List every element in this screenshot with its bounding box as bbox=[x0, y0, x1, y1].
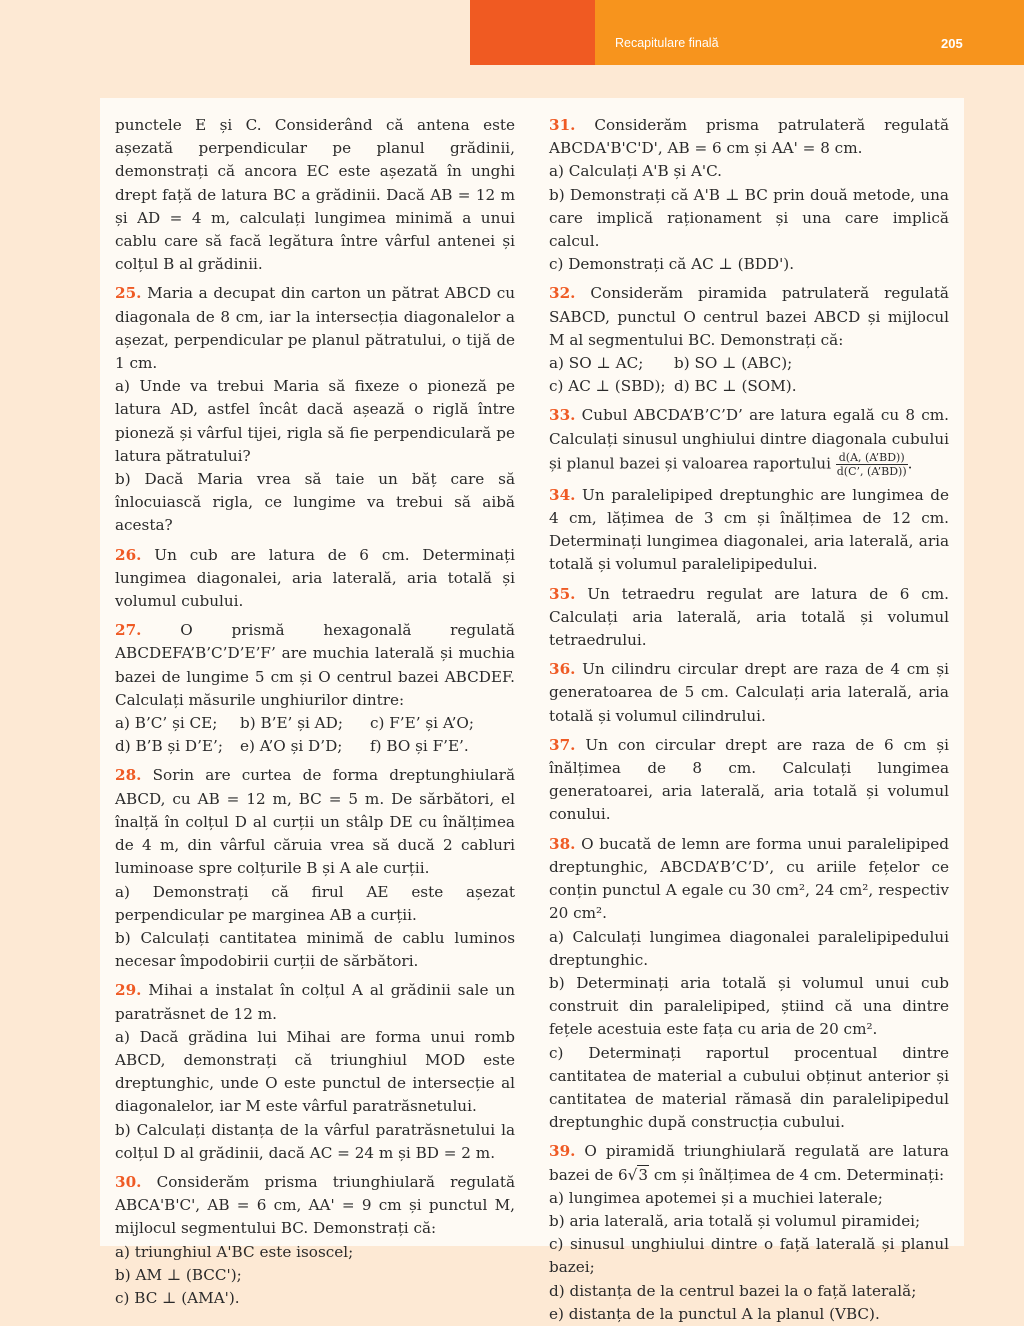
problem-26 bbox=[115, 544, 515, 614]
problem-text: Un cilindru circular drept are raza de 4 cm și generatoarea de 5 cm. Calculați aria laterală, aria totală și volumul cilindrului. bbox=[549, 660, 949, 725]
problem-text: Cubul ABCDA’B’C’D’ are latura egală cu 8 cm. Calculați sinusul unghiului dintre diagonala cubului și planul bazei și valoarea raportului bbox=[549, 406, 950, 473]
header-bar bbox=[595, 0, 1024, 65]
subpoint-a: a) Dacă grădina lui Mihai are forma unui romb ABCD, demonstrați că triunghiul MOD este dreptunghic, unde O este punctul de intersecție al diagonalelor, iar M este vârful paratrăsnetului. bbox=[115, 1027, 515, 1116]
problem-38 bbox=[549, 833, 949, 1135]
problem-text: Considerăm piramida patrulateră regulată SABCD, punctul O centrul bazei ABCD și mijlocul M al segmentului BC. Demonstrați că: bbox=[549, 284, 949, 349]
problem-28 bbox=[115, 764, 515, 973]
subpoint-b: b) AM ⊥ (BCC'); bbox=[115, 1265, 242, 1284]
subpoint-b: b) aria laterală, aria totală și volumul piramidei; bbox=[549, 1211, 921, 1230]
problem-34 bbox=[549, 484, 949, 577]
fraction-numerator: d(A, (A’BD)) bbox=[836, 451, 908, 465]
problem-number: 36. bbox=[549, 660, 576, 679]
subpoint-a: a) Calculați A'B și A'C. bbox=[549, 162, 722, 181]
subpoint-d: d) BC ⊥ (SOM). bbox=[674, 377, 797, 396]
problem-number: 25. bbox=[115, 284, 142, 303]
distance-ratio-fraction bbox=[836, 451, 908, 478]
problem-text: Un con circular drept are raza de 6 cm și înălțimea de 8 cm. Calculați lungimea generatoarei, aria laterală, aria totală și volumul conului. bbox=[549, 735, 949, 824]
sentence-end: . bbox=[907, 454, 913, 473]
subpoint-e: e) A’O și D’D; bbox=[240, 737, 343, 756]
subpoint-a: a) lungimea apotemei și a muchiei laterale; bbox=[549, 1188, 883, 1207]
subpoint-b: b) SO ⊥ (ABC); bbox=[674, 354, 793, 373]
subpoint-f: f) BO și F’E’. bbox=[370, 737, 469, 756]
problem-31 bbox=[549, 114, 949, 276]
subpoint-a: a) B’C’ și CE; bbox=[115, 714, 218, 733]
problem-number: 33. bbox=[549, 406, 576, 425]
subpoint-b: b) Dacă Maria vrea să taie un băț care să înlocuiască rigla, ce lungime va trebui să aibă acesta? bbox=[115, 470, 515, 535]
problem-number: 39. bbox=[549, 1142, 576, 1161]
subpoint-c: c) sinusul unghiului dintre o față laterală și planul bazei; bbox=[549, 1235, 949, 1277]
problem-35 bbox=[549, 583, 949, 653]
subpoint-a: a) Calculați lungimea diagonalei paralelipipedului dreptunghic. bbox=[549, 927, 949, 969]
subpoint-c: c) BC ⊥ (AMA'). bbox=[115, 1288, 240, 1307]
problem-number: 27. bbox=[115, 621, 142, 640]
problem-number: 26. bbox=[115, 545, 142, 564]
problem-number: 38. bbox=[549, 834, 576, 853]
problem-33 bbox=[549, 404, 949, 477]
subpoint-b: b) B’E’ și AD; bbox=[240, 714, 343, 733]
subpoint-b: b) Determinați aria totală și volumul unui cub construit din paralelipiped, știind că una dintre fețele acestuia este fața cu aria de 20 cm². bbox=[549, 973, 949, 1039]
problem-29 bbox=[115, 979, 515, 1165]
problem-text-end: cm și înălțimea de 4 cm. Determinați: bbox=[649, 1165, 945, 1184]
subpoint-c: c) AC ⊥ (SBD); bbox=[549, 377, 666, 396]
right-column bbox=[549, 114, 949, 1326]
problem-text: Un tetraedru regulat are latura de 6 cm. Calculați aria laterală, aria totală și volumul tetraedrului. bbox=[549, 584, 949, 650]
problem-text: Sorin are curtea de forma dreptunghiulară ABCD, cu AB = 12 m, BC = 5 m. De sărbători, el înalță în colțul D al curții un stâlp DE cu înălțimea de 4 m, din vârful căruia vrea să ducă 2 cabluri luminoase spre colțurile B și A ale curții. bbox=[115, 766, 516, 878]
problem-number: 29. bbox=[115, 981, 142, 1000]
problem-number: 34. bbox=[549, 485, 576, 504]
subpoint-c: c) Demonstrați că AC ⊥ (BDD'). bbox=[549, 255, 795, 274]
problem-text: Un paralelipiped dreptunghic are lungimea de 4 cm, lățimea de 3 cm și înălțimea de 12 cm. Determinați lungimea diagonalei, aria laterală, aria totală și volumul paralelipipedului. bbox=[549, 485, 949, 574]
subpoint-b: b) Calculați cantitatea minimă de cablu luminos necesar împodobirii curții de sărbători. bbox=[115, 928, 515, 971]
problem-25 bbox=[115, 282, 515, 537]
problem-30 bbox=[115, 1171, 515, 1310]
subpoint-a: a) Unde va trebui Maria să fixeze o pioneză pe latura AD, astfel încât dacă așează o riglă între pioneză și vârful tijei, rigla să fie perpendiculară pe latura pătratului? bbox=[115, 377, 515, 465]
subpoint-c: c) F’E’ și A’O; bbox=[370, 714, 474, 733]
subpoint-b: b) Calculați distanța de la vârful paratrăsnetului la colțul D al grădinii, dacă AC = 24 m și BD = 2 m. bbox=[115, 1120, 515, 1162]
header-accent-block bbox=[470, 0, 595, 65]
problem-text: Considerăm prisma triunghiulară regulată ABCA'B'C', AB = 6 cm, AA' = 9 cm și punctul M, mijlocul segmentului BC. Demonstrați că: bbox=[115, 1172, 515, 1238]
problem-number: 31. bbox=[549, 116, 576, 134]
subpoint-e: e) distanța de la punctul A la planul (VBC). bbox=[549, 1304, 880, 1323]
problem-text: Mihai a instalat în colțul A al grădinii sale un paratrăsnet de 12 m. bbox=[115, 981, 515, 1023]
problem-number: 35. bbox=[549, 584, 576, 603]
problem-text-start: O piramidă triunghiulară regulată are latura bazei de 6√ bbox=[549, 1142, 949, 1184]
subpoint-a: a) Demonstrați că firul AE este așezat perpendicular pe marginea AB a curții. bbox=[115, 882, 515, 924]
subpoint-a: a) triunghiul A'BC este isoscel; bbox=[115, 1242, 354, 1261]
problem-number: 28. bbox=[115, 766, 142, 785]
problem-text: O prismă hexagonală regulată ABCDEFA’B’C’D’E’F’ are muchia laterală și muchia bazei de lungime 5 cm și O centrul bazei ABCDEF. Calculați măsurile unghiurilor dintre: bbox=[115, 621, 515, 709]
problem-27 bbox=[115, 619, 515, 758]
subpoint-d: d) B’B și D’E’; bbox=[115, 737, 223, 756]
problem-text: O bucată de lemn are forma unui paralelipiped dreptunghic, ABCDA’B’C’D’, cu ariile fețelor ce conțin punctul A egale cu 30 cm², 24 cm², respectiv 20 cm². bbox=[549, 834, 949, 923]
problem-39 bbox=[549, 1140, 949, 1326]
problem-number: 37. bbox=[549, 735, 576, 754]
problem-24-continuation: punctele E și C. Considerând că antena este așezată perpendicular pe planul grădinii, demonstrați că ancora EC este așezată în unghi drept față de latura BC a grădinii. Dacă AB = 12 m și AD = 4 m, calculați lungimea minimă a unui cablu care să facă legătura între vârful antenei și colțul B al grădinii. bbox=[115, 116, 515, 274]
subpoint-c: c) Determinați raportul procentual dintre cantitatea de material a cubului obținut anterior și cantitatea de material rămasă din paralelipipedul dreptunghic după construcția cubului. bbox=[549, 1043, 949, 1132]
problem-text: Considerăm prisma patrulateră regulată ABCDA'B'C'D', AB = 6 cm și AA' = 8 cm. bbox=[549, 116, 949, 158]
section-title: Recapitulare finală bbox=[615, 36, 719, 50]
subpoint-d: d) distanța de la centrul bazei la o față laterală; bbox=[549, 1281, 917, 1300]
subpoint-a: a) SO ⊥ AC; bbox=[549, 354, 644, 373]
problem-number: 32. bbox=[549, 284, 576, 303]
problem-37 bbox=[549, 734, 949, 827]
fraction-denominator: d(C’, (A’BD)) bbox=[836, 464, 907, 478]
page-number: 205 bbox=[941, 36, 963, 51]
problem-number: 30. bbox=[115, 1172, 142, 1191]
sqrt-radicand: 3 bbox=[638, 1165, 649, 1184]
problem-text: Un cub are latura de 6 cm. Determinați lungimea diagonalei, aria laterală, aria totală și volumul cubului. bbox=[115, 545, 515, 611]
problem-36 bbox=[549, 658, 949, 728]
left-column bbox=[115, 114, 515, 1310]
problem-text: Maria a decupat din carton un pătrat ABCD cu diagonala de 8 cm, iar la intersecția diagonalelor a așezat, perpendicular pe planul pătratului, o tijă de 1 cm. bbox=[115, 284, 515, 373]
problem-32 bbox=[549, 282, 949, 398]
subpoint-b: b) Demonstrați că A'B ⊥ BC prin două metode, una care implică raționament și una care implică calcul. bbox=[549, 185, 949, 251]
